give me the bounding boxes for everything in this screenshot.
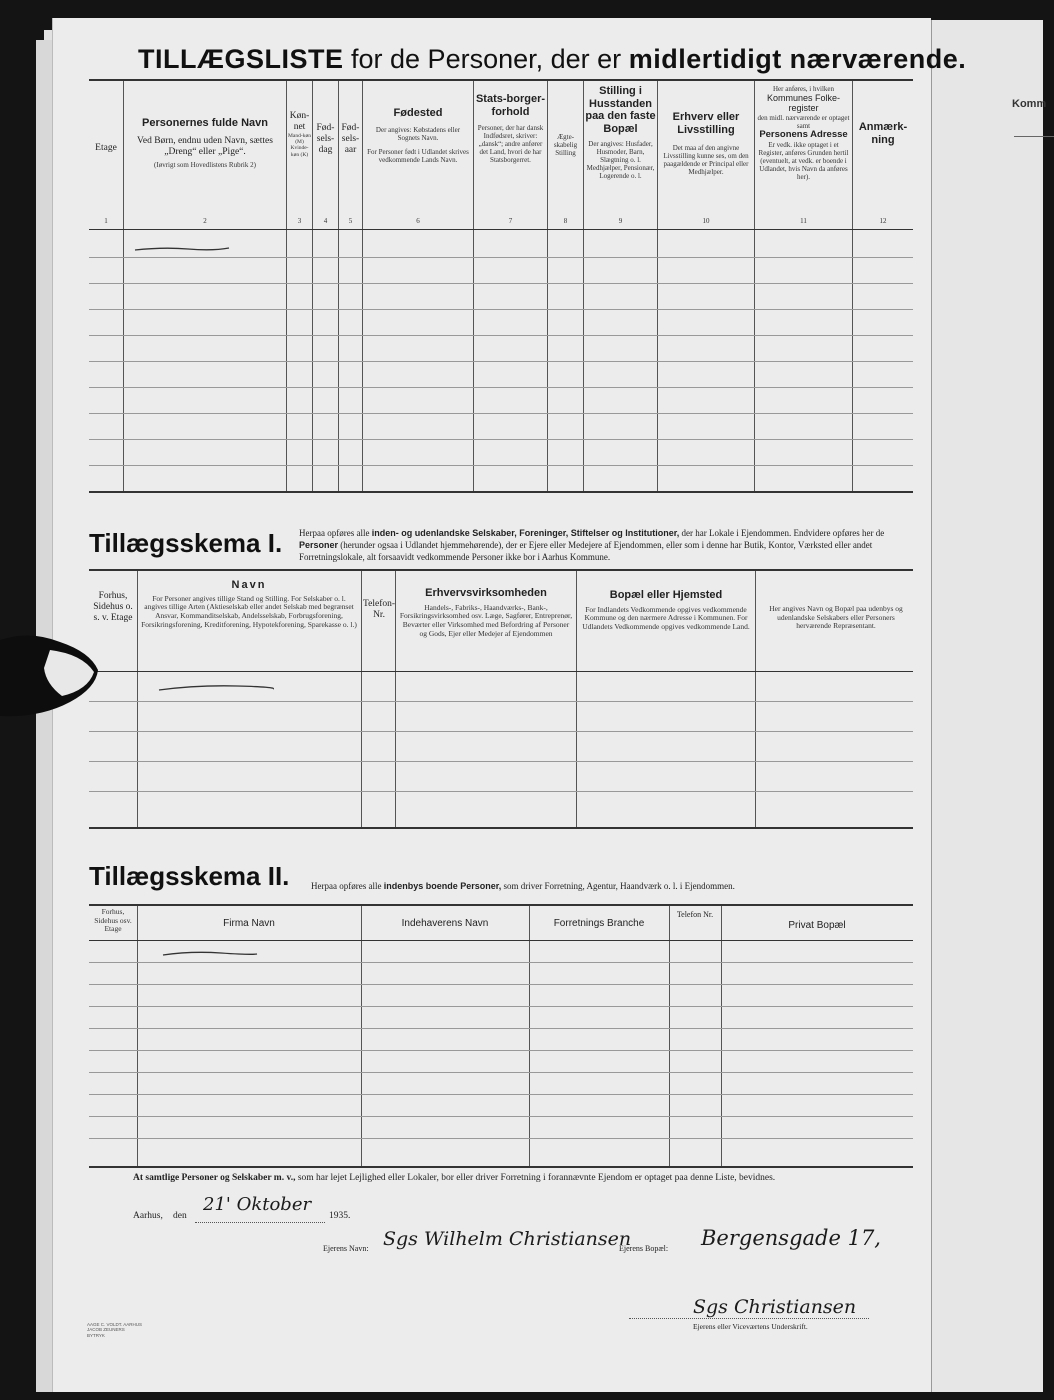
col-number: 1 — [104, 217, 108, 225]
place-label: Aarhus, — [133, 1211, 163, 1221]
skema1-table — [89, 569, 913, 829]
col-number: 3 — [297, 217, 302, 225]
skema1-col-etage: Forhus, Sidehus o. s. v. Etage — [93, 591, 133, 623]
col-konnet: Køn-net Mand-køn (M) Kvinde-køn (K) — [288, 111, 311, 158]
skema2-col-firma: Firma Navn — [223, 918, 275, 929]
handwritten-dash — [157, 681, 277, 695]
col-etage: Etage — [95, 143, 117, 153]
den-label: den — [173, 1211, 187, 1221]
handwritten-dash — [161, 948, 261, 960]
col-statsborger: Stats-borger-forhold Personer, der har dansk Indfødsret, skriver: „dansk“; andre anfører det Land, hvori de har Statsborgerret. — [475, 93, 546, 165]
col-navn: Personernes fulde Navn Ved Børn, endnu uden Navn, sættes „Dreng“ eller „Pige“. (Iøvrigt som Hovedlistens Rubrik 2) — [137, 117, 273, 170]
col-erhverv: Erhverv eller Livsstilling Det maa af den angivne Livsstilling kunne ses, om den paagældende er Principal eller Medhjælper. — [663, 111, 749, 177]
skema2-table — [89, 904, 913, 1168]
col-fodselsdag: Fød-sels-dag — [316, 123, 335, 155]
printer-imprint: AAGE C. VOLDT. AARHUS JACOB ZEUNERS BYTRYK — [87, 1322, 143, 1338]
col-fodested: Fødested Der angives: Købstadens eller Sognets Navn. For Personer født i Udlandet skrives vedkommende Lands Navn. — [367, 107, 469, 164]
col-fodselsaar: Fød-sels-aar — [341, 123, 360, 155]
skema1-title: Tillægsskema I. — [89, 528, 283, 558]
col-number: 11 — [800, 217, 807, 225]
skema2-col-etage: Forhus, Sidehus osv. Etage — [94, 907, 132, 934]
form-title: TILLÆGSLISTE for de Personer, der er midlertidigt nærværende. — [138, 44, 967, 74]
col-number: 6 — [416, 217, 420, 225]
col-number: 4 — [323, 217, 328, 225]
col-number: 5 — [348, 217, 353, 225]
handwritten-dash — [133, 243, 233, 255]
col-anmaerkning: Anmærk-ning — [858, 121, 908, 146]
col-number: 10 — [702, 217, 710, 225]
col-kommune: Her anføres, i hvilken Kommunes Folke-register den midl. nærværende er optaget samt Personens Adresse Er vedk. ikke optaget i et Register, anføres Grunden hertil (eventuelt, at vedk. er boende i Udlandet, hvis Navn da anføres her). — [757, 85, 850, 181]
col-number: 8 — [563, 217, 568, 225]
skema1-col-erhverv: Erhvervsvirksomheden Handels-, Fabriks-, Haandværks-, Bank-, Forsikringsvirksomhed osv. Læge, Sagfører, Entreprenør, Beværter eller Virksomhed med Befordring af Personer og Gods, Ejer eller Medejer af Ejendommen — [399, 587, 573, 638]
col-number: 2 — [203, 217, 207, 225]
col-number: 9 — [618, 217, 623, 225]
skema2-col-indehaver: Indehaverens Navn — [401, 918, 489, 929]
skema1-col-telefon: Telefon-Nr. — [363, 599, 396, 620]
skema1-col-bopael: Bopæl eller Hjemsted For Indlandets Vedkommende opgives vedkommende Kommune og den nærmere Adresse i Kommunen. For Udlandets Vedkommende opgives vedkommende Land. — [582, 589, 750, 631]
skema2-col-branche: Forretnings Branche — [553, 918, 645, 929]
adjacent-page — [930, 20, 1047, 1392]
handwritten-owner-address: Bergensgade 17, — [701, 1226, 881, 1250]
skema1-col-navn: Navn For Personer angives tillige Stand og Stilling. For Selskaber o. l. angives tillige Arten (Aktieselskab eller andet Selskab med begrænset Ansvar, Kommanditselskab, Andelsselskab, Forbrugsforening, Forsikringsforening, Kreditforening, Hypotekforening, Sparekasse o. l.) — [141, 579, 357, 629]
adjacent-page-label: Komm — [1012, 98, 1047, 110]
handwritten-date: 21' Oktober — [203, 1194, 312, 1215]
handwritten-owner-name: Sgs Wilhelm Christiansen — [383, 1228, 632, 1250]
col-stilling: Stilling i Husstanden paa den faste Bopæl Der angives: Husfader, Husmoder, Barn, Slægtning o. l. Medhjælper, Pensionær, Logerende o. l. — [585, 85, 656, 180]
skema2-description: Herpaa opføres alle indenbys boende Personer, som driver Forretning, Agentur, Haandværk o. l. i Ejendommen. — [311, 881, 735, 891]
skema1-col-repraesentant: Her angives Navn og Bopæl paa udenbys og udenlandske Selskabers eller Personers herværende Repræsentant. — [769, 604, 903, 631]
owner-address-label: Ejerens Bopæl: — [619, 1244, 669, 1253]
skema2-title: Tillægsskema II. — [89, 861, 290, 891]
form-page — [52, 18, 967, 1392]
col-number: 12 — [879, 217, 887, 225]
skema2-col-bopael: Privat Bopæl — [788, 920, 846, 931]
finger-shadow — [0, 630, 100, 720]
skema1-description: Herpaa opføres alle inden- og udenlandske Selskaber, Foreninger, Stiftelser og Institutioner, der har Lokale i Ejendommen. Endvidere opføres her de Personer (herunder ogsaa i Udlandet hjemmehørende), der er Ejere eller Medejere af Ejendommen, eller som i denne har Butik, Kontor, Værksted eller andet Forretningslokale, alt forsaavidt vedkommende Personer ikke bor i Aarhus Kommune. — [299, 528, 885, 563]
col-aegteskabelig: Ægte-skabelig Stilling — [553, 133, 578, 158]
handwritten-signature: Sgs Christiansen — [693, 1296, 857, 1318]
skema2-col-telefon: Telefon Nr. — [676, 910, 714, 919]
col-number: 7 — [508, 217, 513, 225]
certification-text: At samtlige Personer og Selskaber m. v., som har lejet Lejlighed eller Lokaler, bor eller driver Forretning i forannævnte Ejendom er optaget paa denne Liste, bevidnes. — [133, 1173, 776, 1183]
owner-name-label: Ejerens Navn: — [323, 1244, 369, 1253]
year-label: 1935. — [329, 1211, 351, 1221]
signature-label: Ejerens eller Viceværtens Underskrift. — [693, 1322, 808, 1331]
main-list-table — [89, 79, 913, 493]
